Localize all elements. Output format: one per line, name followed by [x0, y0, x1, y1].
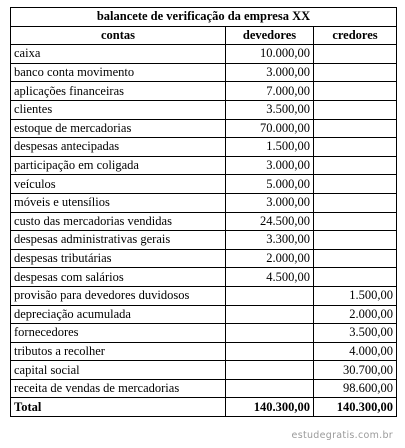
- debit-cell: 10.000,00: [226, 45, 314, 64]
- table-title-row: [11, 8, 397, 27]
- credit-cell: [314, 82, 397, 101]
- account-name-cell: veículos: [11, 175, 226, 194]
- debit-cell: 3.000,00: [226, 63, 314, 82]
- account-name-cell: móveis e utensílios: [11, 193, 226, 212]
- debit-cell: 24.500,00: [226, 212, 314, 231]
- account-name-cell: custo das mercadorias vendidas: [11, 212, 226, 231]
- account-name-cell: depreciação acumulada: [11, 305, 226, 324]
- table-row: [11, 193, 397, 212]
- account-name-cell: participação em coligada: [11, 156, 226, 175]
- trial-balance-table: [10, 7, 397, 417]
- account-name-cell: despesas tributárias: [11, 249, 226, 268]
- table-header-row: [11, 26, 397, 45]
- table-row: [11, 175, 397, 194]
- table-row: [11, 156, 397, 175]
- credit-cell: [314, 249, 397, 268]
- table-row: [11, 249, 397, 268]
- table-row: [11, 45, 397, 64]
- credit-cell: [314, 268, 397, 287]
- account-name-cell: fornecedores: [11, 324, 226, 343]
- header-devedores: devedores: [226, 26, 314, 45]
- site-watermark: estudegratis.com.br: [291, 430, 393, 441]
- credit-cell: 30.700,00: [314, 361, 397, 380]
- table-row: [11, 286, 397, 305]
- debit-cell: 3.500,00: [226, 100, 314, 119]
- table-body: [11, 45, 397, 398]
- debit-cell: 3.000,00: [226, 193, 314, 212]
- total-credores: 140.300,00: [314, 398, 397, 417]
- account-name-cell: receita de vendas de mercadorias: [11, 379, 226, 398]
- table-row: [11, 138, 397, 157]
- table-row: [11, 63, 397, 82]
- debit-cell: [226, 324, 314, 343]
- credit-cell: [314, 156, 397, 175]
- credit-cell: [314, 100, 397, 119]
- table-row: [11, 342, 397, 361]
- table-row: [11, 379, 397, 398]
- total-devedores: 140.300,00: [226, 398, 314, 417]
- table-row: [11, 231, 397, 250]
- debit-cell: 3.000,00: [226, 156, 314, 175]
- debit-cell: [226, 305, 314, 324]
- total-label: Total: [11, 398, 226, 417]
- credit-cell: [314, 63, 397, 82]
- credit-cell: [314, 193, 397, 212]
- account-name-cell: despesas antecipadas: [11, 138, 226, 157]
- credit-cell: [314, 119, 397, 138]
- debit-cell: [226, 342, 314, 361]
- debit-cell: [226, 361, 314, 380]
- account-name-cell: caixa: [11, 45, 226, 64]
- debit-cell: 7.000,00: [226, 82, 314, 101]
- account-name-cell: tributos a recolher: [11, 342, 226, 361]
- total-row: [11, 398, 397, 417]
- table-row: [11, 100, 397, 119]
- debit-cell: [226, 286, 314, 305]
- account-name-cell: banco conta movimento: [11, 63, 226, 82]
- table-row: [11, 305, 397, 324]
- account-name-cell: clientes: [11, 100, 226, 119]
- table-row: [11, 119, 397, 138]
- debit-cell: 5.000,00: [226, 175, 314, 194]
- credit-cell: 2.000,00: [314, 305, 397, 324]
- credit-cell: 3.500,00: [314, 324, 397, 343]
- debit-cell: 3.300,00: [226, 231, 314, 250]
- account-name-cell: capital social: [11, 361, 226, 380]
- credit-cell: 98.600,00: [314, 379, 397, 398]
- credit-cell: [314, 231, 397, 250]
- debit-cell: 1.500,00: [226, 138, 314, 157]
- credit-cell: [314, 45, 397, 64]
- table-row: [11, 361, 397, 380]
- account-name-cell: despesas com salários: [11, 268, 226, 287]
- table-row: [11, 268, 397, 287]
- credit-cell: [314, 175, 397, 194]
- account-name-cell: aplicações financeiras: [11, 82, 226, 101]
- debit-cell: 2.000,00: [226, 249, 314, 268]
- credit-cell: [314, 212, 397, 231]
- table-title: balancete de verificação da empresa XX: [11, 8, 397, 27]
- table-row: [11, 82, 397, 101]
- account-name-cell: estoque de mercadorias: [11, 119, 226, 138]
- debit-cell: [226, 379, 314, 398]
- credit-cell: [314, 138, 397, 157]
- table-row: [11, 212, 397, 231]
- debit-cell: 4.500,00: [226, 268, 314, 287]
- table-row: [11, 324, 397, 343]
- account-name-cell: despesas administrativas gerais: [11, 231, 226, 250]
- header-contas: contas: [11, 26, 226, 45]
- credit-cell: 4.000,00: [314, 342, 397, 361]
- account-name-cell: provisão para devedores duvidosos: [11, 286, 226, 305]
- credit-cell: 1.500,00: [314, 286, 397, 305]
- debit-cell: 70.000,00: [226, 119, 314, 138]
- header-credores: credores: [314, 26, 397, 45]
